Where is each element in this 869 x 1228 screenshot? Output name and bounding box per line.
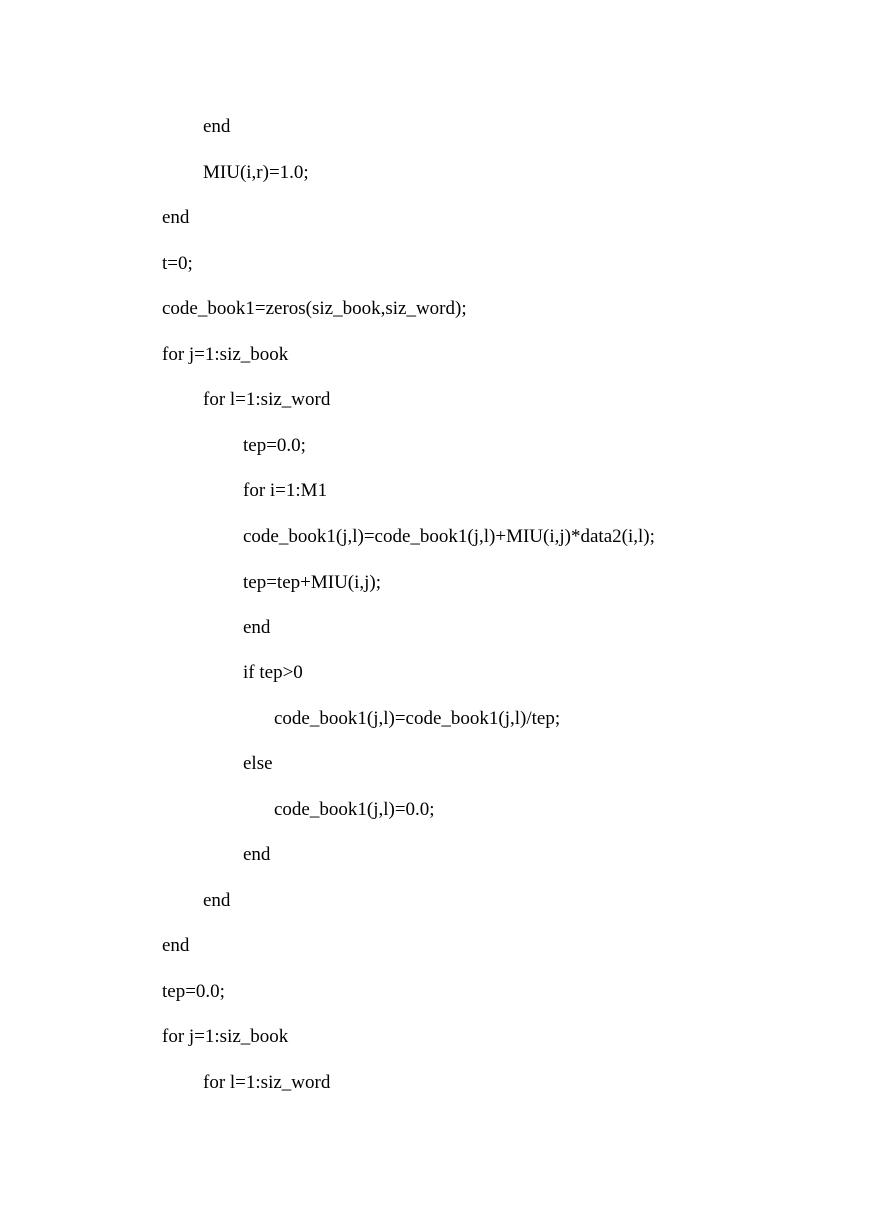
code-line: for i=1:M1 [243,480,328,501]
code-line: for j=1:siz_book [162,1026,289,1047]
code-line: for j=1:siz_book [162,344,289,365]
code-line: end [162,207,190,228]
code-line: t=0; [162,253,193,274]
code-line: tep=tep+MIU(i,j); [243,572,382,593]
code-line: for l=1:siz_word [203,389,331,410]
code-line: else [243,753,273,774]
code-line: end [162,935,190,956]
code-line: end [243,617,271,638]
code-line: code_book1(j,l)=code_book1(j,l)/tep; [274,708,561,729]
code-line: code_book1(j,l)=0.0; [274,799,435,820]
code-line: code_book1=zeros(siz_book,siz_word); [162,298,467,319]
code-line: if tep>0 [243,662,303,683]
code-line: for l=1:siz_word [203,1072,331,1093]
code-line: MIU(i,r)=1.0; [203,162,309,183]
code-line: code_book1(j,l)=code_book1(j,l)+MIU(i,j)*data2(i,l); [243,526,655,547]
code-line: end [203,116,231,137]
code-line: tep=0.0; [162,981,225,1002]
code-line: end [203,890,231,911]
code-line: tep=0.0; [243,435,306,456]
code-line: end [243,844,271,865]
